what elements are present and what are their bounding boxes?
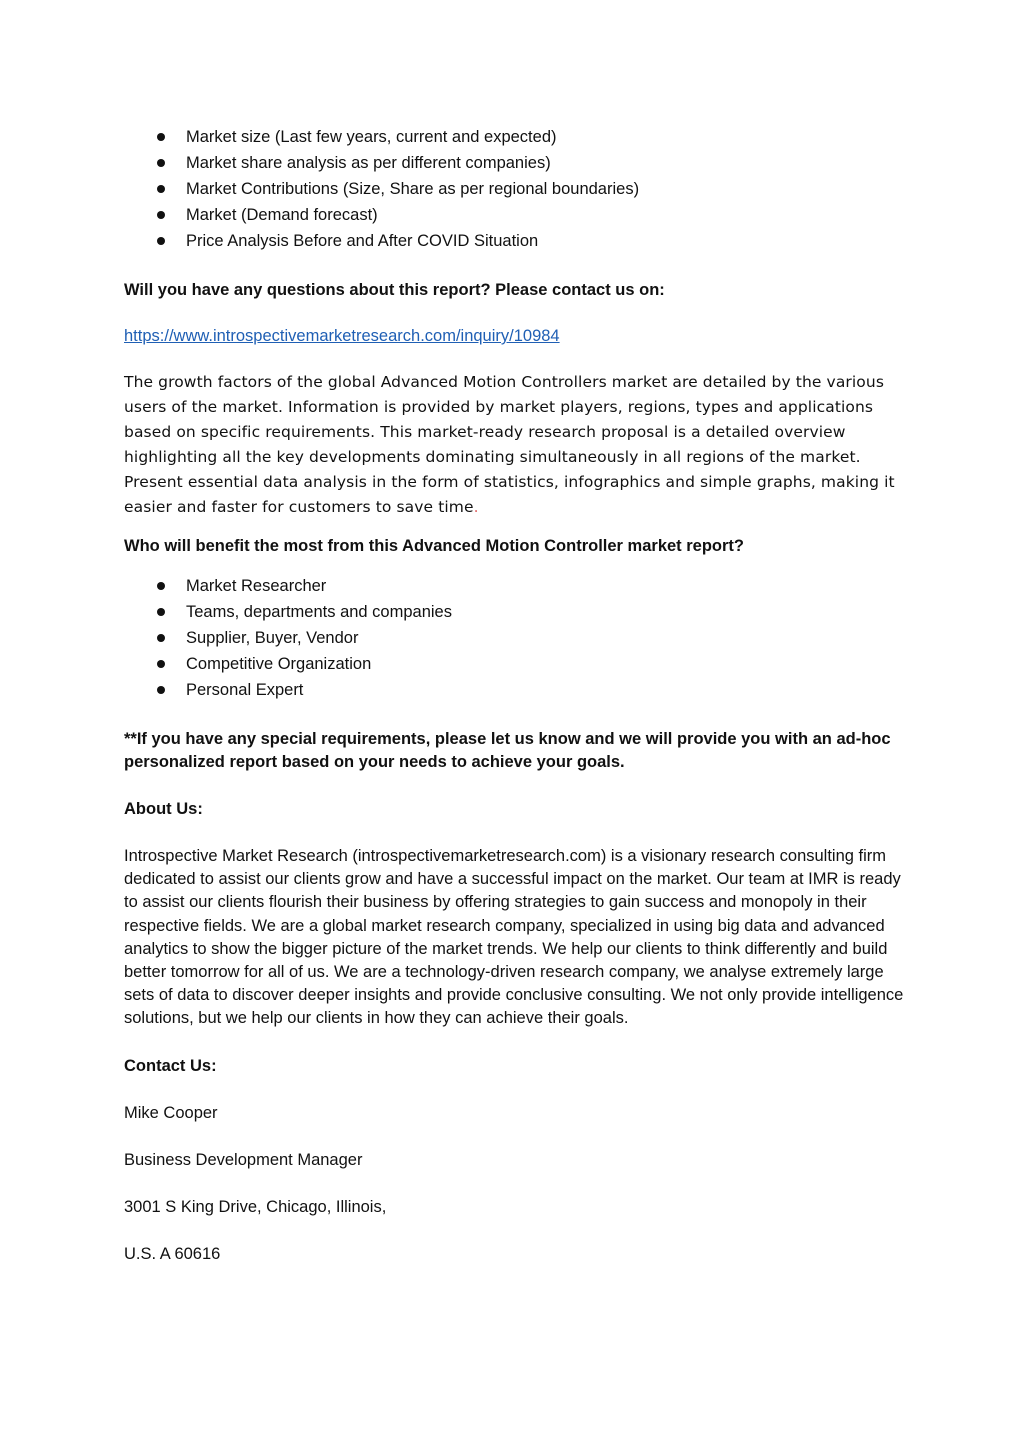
bullet-icon — [157, 159, 165, 167]
list-item: Competitive Organization — [124, 651, 904, 677]
questions-heading: Will you have any questions about this report? Please contact us on: — [124, 281, 665, 299]
bullet-icon — [157, 608, 165, 616]
list-item: Market size (Last few years, current and expected) — [124, 124, 904, 150]
bullet-icon — [157, 237, 165, 245]
market-coverage-list — [124, 124, 904, 254]
list-item: Teams, departments and companies — [124, 599, 904, 625]
contact-country: U.S. A 60616 — [124, 1244, 221, 1263]
inquiry-link[interactable]: https://www.introspectivemarketresearch.com/inquiry/10984 — [124, 327, 560, 345]
contact-address: 3001 S King Drive, Chicago, Illinois, — [124, 1197, 387, 1216]
contact-title: Business Development Manager — [124, 1150, 363, 1169]
list-item: Market (Demand forecast) — [124, 202, 904, 228]
bullet-icon — [157, 634, 165, 642]
contact-name: Mike Cooper — [124, 1103, 218, 1122]
benefit-heading: Who will benefit the most from this Advanced Motion Controller market report? — [124, 537, 745, 555]
bullet-icon — [157, 660, 165, 668]
special-requirements-note: **If you have any special requirements, please let us know and we will provide you with an ad-hoc personalized report based on your needs to achieve your goals. — [124, 730, 891, 771]
list-item: Market share analysis as per different companies) — [124, 150, 904, 176]
bullet-icon — [157, 686, 165, 694]
list-item: Personal Expert — [124, 677, 904, 703]
list-item: Market Researcher — [124, 573, 904, 599]
audience-list — [124, 573, 904, 703]
growth-paragraph: The growth factors of the global Advanced Motion Controllers market are detailed by the various users of the market. Information is provided by market players, regions, types and applications based on specific requirements. This market-ready research proposal is a detailed overview highlighting all the key developments dominating simultaneously in all regions of the market. Present essential data analysis in the form of statistics, infographics and simple graphs, making it easier and faster for customers to save time. — [124, 373, 895, 516]
bullet-icon — [157, 211, 165, 219]
bullet-icon — [157, 582, 165, 590]
about-heading: About Us: — [124, 800, 203, 818]
about-paragraph: Introspective Market Research (introspectivemarketresearch.com) is a visionary research consulting firm dedicated to assist our clients grow and have a successful impact on the market. Our team at IMR is ready to assist our clients flourish their business by offering strategies to gain success and monopoly in their respective fields. We are a global market research company, specialized in using big data and advanced analytics to show the bigger picture of the market trends. We help our clients to think differently and build better tomorrow for all of us. We are a technology-driven research company, we analyse extremely large sets of data to discover deeper insights and provide conclusive consulting. We not only provide intelligence solutions, but we help our clients in how they can achieve their goals. — [124, 847, 904, 1028]
bullet-icon — [157, 133, 165, 141]
bullet-icon — [157, 185, 165, 193]
list-item: Price Analysis Before and After COVID Situation — [124, 228, 904, 254]
list-item: Supplier, Buyer, Vendor — [124, 625, 904, 651]
document-page — [124, 124, 904, 1266]
list-item: Market Contributions (Size, Share as per regional boundaries) — [124, 176, 904, 202]
contact-heading: Contact Us: — [124, 1056, 217, 1075]
